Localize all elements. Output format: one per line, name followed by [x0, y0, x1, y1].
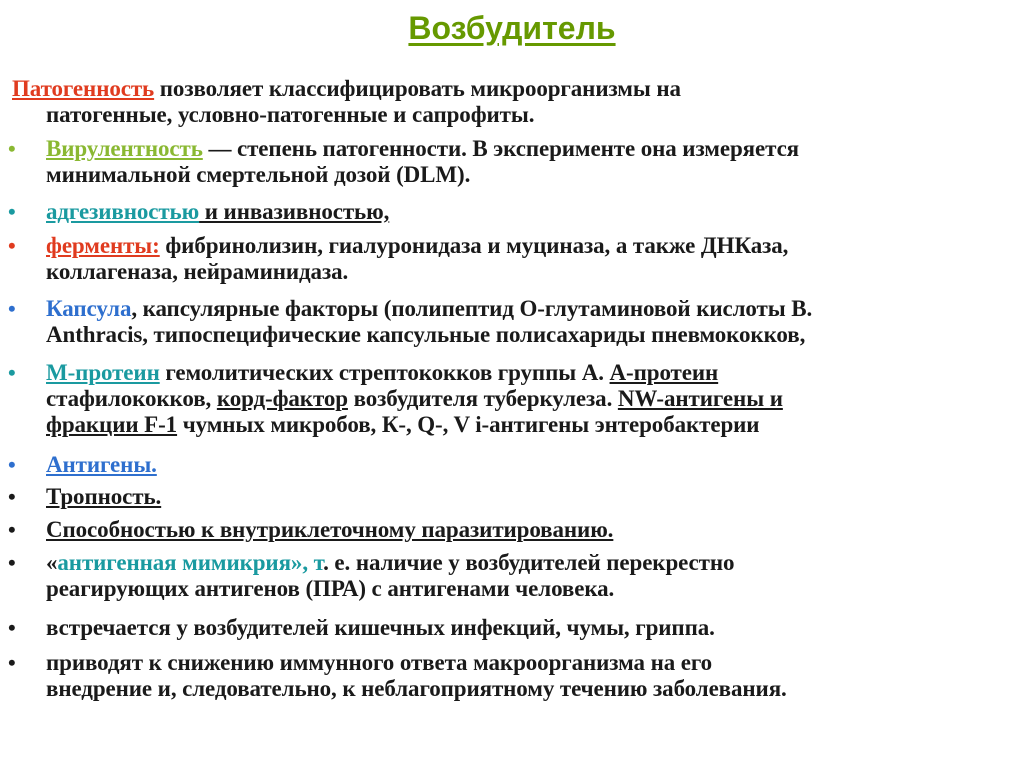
keyword-pathogenicity: Патогенность — [12, 76, 155, 101]
keyword-antigens: Антигены. — [46, 452, 157, 477]
item-text — [46, 484, 1011, 510]
item-text-line2: минимальной смертельной дозой (DLM). — [46, 162, 471, 187]
list-item — [0, 517, 1024, 547]
item-text — [46, 550, 1011, 602]
item-text-line1: позволяет классифицировать микроорганизмы на — [154, 76, 681, 101]
item-text — [12, 76, 992, 128]
bullet-icon: • — [8, 484, 16, 509]
list-item — [0, 136, 1024, 196]
item-text-line1: встречается у возбудителей кишечных инфекций, чумы, гриппа. — [46, 615, 715, 640]
list-item — [0, 650, 1024, 710]
bullet-icon: • — [8, 233, 16, 258]
item-text-line1: — степень патогенности. В эксперименте она измеряется — [202, 136, 800, 161]
slide-title: Возбудитель — [408, 10, 616, 46]
bullet-icon: • — [8, 199, 16, 224]
list-item — [0, 484, 1024, 514]
keyword-f1-fraction: фракции F-1 — [46, 412, 178, 437]
item-text-line3: чумных микробов, К-, Q-, V i-антигены энтеробактерии — [177, 412, 760, 437]
keyword-m-protein: М-протеин — [46, 360, 160, 385]
keyword-a-protein: А-протеин — [609, 360, 719, 385]
item-text-line1: и инвазивностью, — [199, 199, 390, 224]
item-text-line2: коллагеназа, нейраминидаза. — [46, 259, 349, 284]
item-text-line2: внедрение и, следовательно, к неблагоприятному течению заболевания. — [46, 676, 787, 701]
item-text — [46, 199, 1011, 225]
item-text — [46, 452, 1011, 478]
bullet-icon: • — [8, 296, 16, 321]
item-text-quote: « — [46, 550, 58, 575]
list-item — [0, 233, 1024, 293]
keyword-tropism: Тропность. — [46, 484, 162, 509]
keyword-adhesiveness: адгезивностью — [46, 199, 200, 224]
list-item — [0, 615, 1024, 645]
item-text — [46, 136, 1011, 188]
item-text — [46, 233, 1011, 285]
bullet-icon: • — [8, 615, 16, 640]
bullet-icon: • — [8, 650, 16, 675]
keyword-enzymes: ферменты: — [46, 233, 160, 258]
keyword-intracellular: Способностью к внутриклеточному паразитированию. — [46, 517, 614, 542]
bullet-icon: • — [8, 136, 16, 161]
bullet-icon: • — [8, 452, 16, 477]
keyword-cord-factor: корд-фактор — [216, 386, 348, 411]
keyword-mimicry: антигенная мимикрия», т — [57, 550, 324, 575]
list-item — [0, 550, 1024, 610]
item-text — [46, 360, 1011, 438]
item-text-line1: приводят к снижению иммунного ответа макроорганизма на его — [46, 650, 713, 675]
item-text — [46, 615, 1011, 641]
keyword-nw-antigens: NW-антигены и — [617, 386, 783, 411]
item-text — [46, 650, 1011, 702]
bullet-icon: • — [8, 360, 16, 385]
list-item — [0, 360, 1024, 450]
list-item — [0, 452, 1024, 482]
item-text-line2: реагирующих антигенов (ПРА) с антигенами человека. — [46, 576, 615, 601]
item-text-line1: , капсулярные факторы (полипептид О-глутаминовой кислоты В. — [131, 296, 813, 321]
item-text-line2b: возбудителя туберкулеза. — [347, 386, 618, 411]
item-text — [46, 296, 1011, 348]
item-text-line2: стафилококков, — [46, 386, 217, 411]
item-text-line1: фибринолизин, гиалуронидаза и муциназа, а также ДНКаза, — [159, 233, 789, 258]
list-item — [0, 76, 1024, 136]
keyword-capsule: Капсула — [46, 296, 132, 321]
bullet-icon: • — [8, 550, 16, 575]
item-text-line2: Anthracis, типоспецифические капсульные полисахариды пневмококков, — [46, 322, 806, 347]
keyword-virulence: Вирулентность — [46, 136, 203, 161]
item-text — [46, 517, 1011, 543]
bullet-icon: • — [8, 517, 16, 542]
item-text-line1: гемолитических стрептококков группы А. — [159, 360, 610, 385]
list-item — [0, 296, 1024, 356]
item-text-line1: . е. наличие у возбудителей перекрестно — [323, 550, 735, 575]
item-text-line2: патогенные, условно-патогенные и сапрофиты. — [46, 102, 535, 127]
